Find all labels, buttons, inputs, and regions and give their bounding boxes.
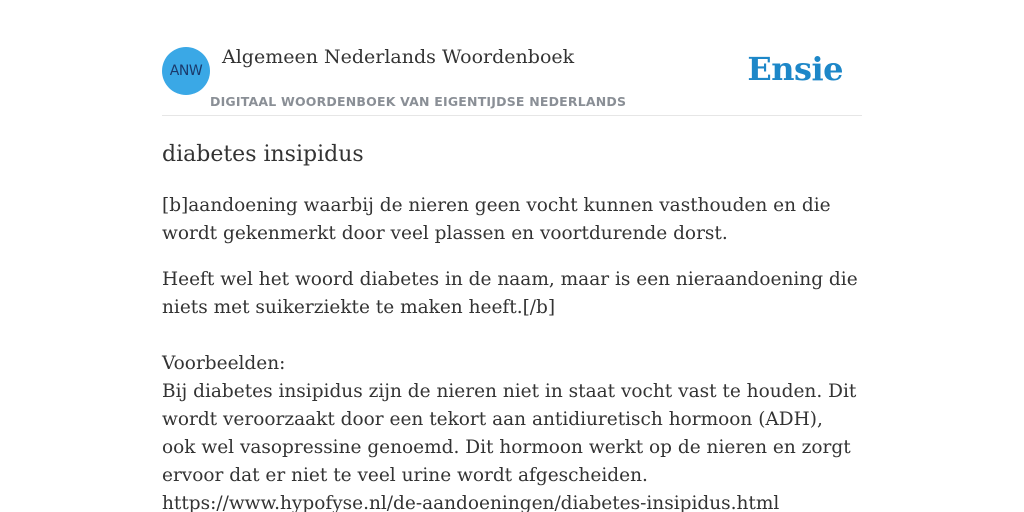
site-subtitle: DIGITAAL WOORDENBOEK VAN EIGENTIJDSE NEDERLANDS [210, 94, 627, 109]
ensie-brand-logo[interactable]: Ensie [747, 50, 843, 88]
spacer [162, 322, 862, 350]
entry-note: Heeft wel het woord diabetes in de naam, maar is een nieraandoening die niets met suikerziekte te maken heeft.[/b] [162, 269, 858, 318]
examples-label: Voorbeelden: [162, 353, 286, 374]
example-text: Bij diabetes insipidus zijn de nieren niet in staat vocht vast te houden. Dit wordt veroorzaakt door een tekort aan antidiuretisch hormoon (ADH), ook wel vasopressine genoemd. Dit hormoon werkt op de nieren en zorgt ervoor dat er niet te veel urine wordt afgescheiden. [162, 381, 857, 486]
anw-logo[interactable] [162, 47, 210, 95]
entry-content [162, 136, 862, 512]
example-source-link[interactable]: https://www.hypofyse.nl/de-aandoeningen/diabetes-insipidus.html [162, 493, 780, 512]
entry-definition: [b]aandoening waarbij de nieren geen vocht kunnen vasthouden en die wordt gekenmerkt door veel plassen en voortdurende dorst. [162, 195, 831, 244]
logo-text: ANW [169, 63, 203, 79]
site-header [162, 0, 862, 116]
site-title[interactable]: Algemeen Nederlands Woordenboek [222, 46, 575, 68]
entry-title: diabetes insipidus [162, 142, 364, 167]
